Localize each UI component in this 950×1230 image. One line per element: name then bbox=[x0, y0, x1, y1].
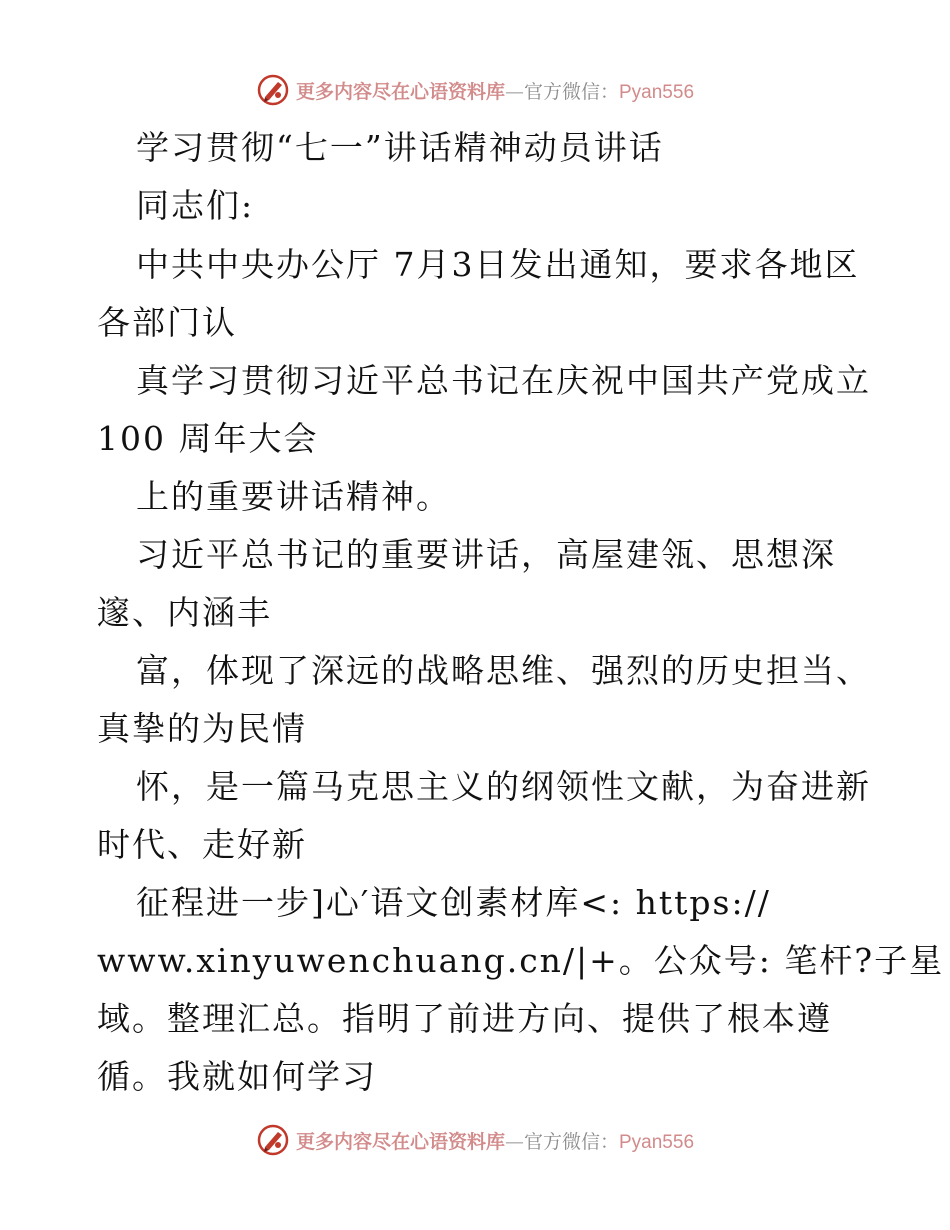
header-slogan: 更多内容尽在心语资料库 bbox=[295, 80, 505, 103]
pen-logo-icon bbox=[256, 73, 290, 107]
doc-line: www.xinyuwenchuang.cn/|+。公众号: 笔杆?子星 bbox=[97, 941, 945, 980]
header-wechat-label: 官方微信： bbox=[523, 80, 619, 103]
doc-line: 上的重要讲话精神。 bbox=[136, 477, 451, 516]
header-text bbox=[296, 77, 694, 104]
doc-line: 中共中央办公厅 7月3日发出通知，要求各地区 bbox=[136, 245, 860, 284]
footer-slogan: 更多内容尽在心语资料库 bbox=[295, 1130, 505, 1153]
footer-wechat-id: Pyan556 bbox=[619, 1131, 695, 1153]
footer-banner bbox=[0, 1120, 950, 1160]
header-separator: — bbox=[504, 80, 524, 103]
doc-line: 怀，是一篇马克思主义的纲领性文献，为奋进新 bbox=[136, 767, 871, 806]
doc-line: 习近平总书记的重要讲话，高屋建瓴、思想深 bbox=[136, 535, 836, 574]
doc-line: 真学习贯彻习近平总书记在庆祝中国共产党成立 bbox=[136, 361, 871, 400]
doc-line: 各部门认 bbox=[97, 303, 237, 342]
doc-line: 征程进一步]心′语文创素材库<: https:// bbox=[136, 883, 771, 922]
footer-banner-inner bbox=[256, 1123, 694, 1157]
footer-wechat-label: 官方微信： bbox=[523, 1130, 619, 1153]
doc-line: 时代、走好新 bbox=[97, 825, 307, 864]
doc-line: 循。我就如何学习 bbox=[97, 1057, 377, 1096]
header-wechat-id: Pyan556 bbox=[619, 81, 695, 103]
footer-text bbox=[296, 1127, 694, 1154]
doc-line: 域。整理汇总。指明了前进方向、提供了根本遵 bbox=[97, 999, 832, 1038]
doc-title: 学习贯彻“七一”讲话精神动员讲话 bbox=[136, 128, 664, 167]
pen-logo-icon bbox=[256, 1123, 290, 1157]
footer-separator: — bbox=[504, 1130, 524, 1153]
header-banner-inner bbox=[256, 73, 694, 107]
doc-line: 邃、内涵丰 bbox=[97, 593, 272, 632]
doc-line: 同志们: bbox=[136, 186, 255, 225]
doc-line: 100 周年大会 bbox=[97, 419, 319, 458]
header-banner bbox=[0, 70, 950, 110]
doc-line: 真挚的为民情 bbox=[97, 709, 307, 748]
doc-line: 富，体现了深远的战略思维、强烈的历史担当、 bbox=[136, 651, 871, 690]
